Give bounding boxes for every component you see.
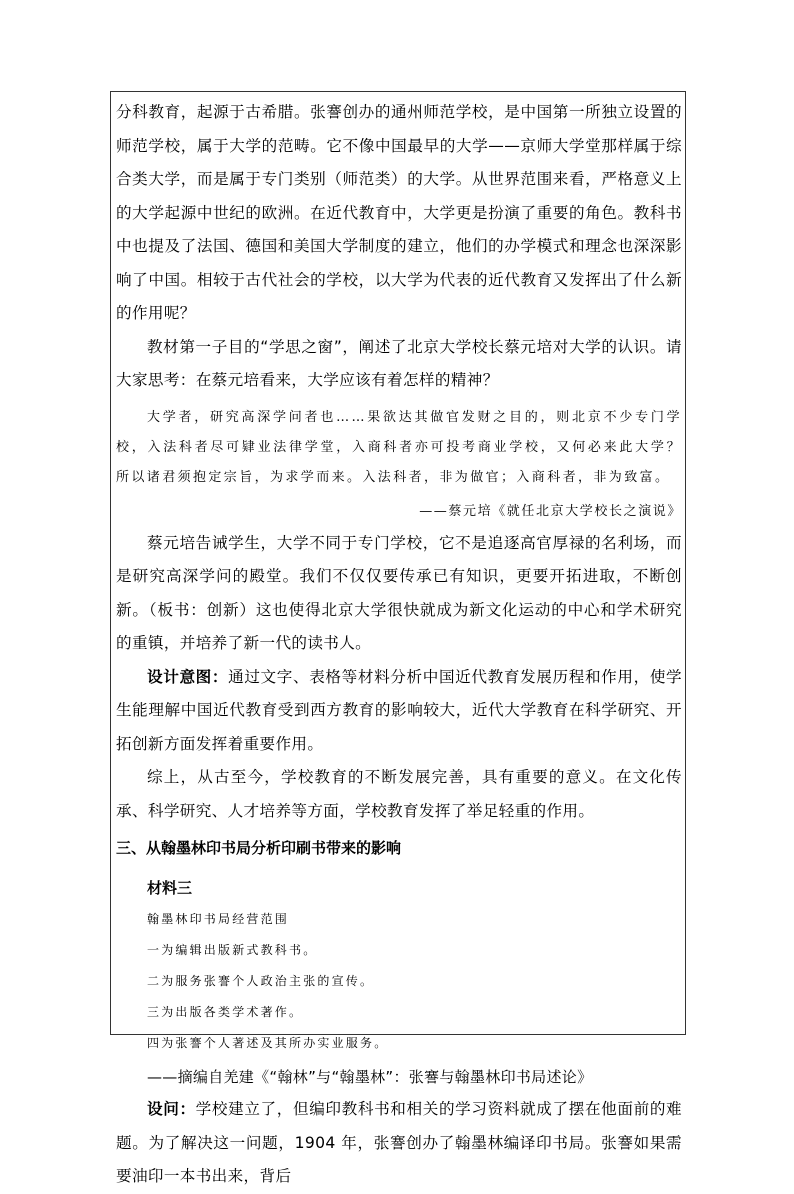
question-text: 学校建立了，但编印教科书和相关的学习资料就成了摆在他面前的难题。为了解决这一问题，1904 年，张謇创办了翰墨林编译印书局。张謇如果需要油印一本书出来，背后 — [116, 1100, 682, 1185]
quote-source: ——蔡元培《就任北京大学校长之演说》 — [419, 503, 682, 519]
material-line: 一为编辑出版新式教科书。 — [147, 943, 318, 957]
paragraph-question — [116, 1093, 682, 1194]
paragraph-summary: 综上，从古至今，学校教育的不断发展完善，具有重要的意义。在文化传承、科学研究、人才培养等方面，学校教育发挥了举足轻重的作用。 — [116, 768, 682, 820]
paragraph-design-intent — [116, 661, 682, 762]
design-intent-label: 设计意图： — [147, 667, 229, 686]
document-body — [116, 96, 682, 1194]
paragraph-cai-advice: 蔡元培告诫学生，大学不同于专门学校，它不是追逐高官厚禄的名利场，而是研究高深学问的殿堂。我们不仅仅要传承已有知识，更要开拓进取，不断创新。（板书：创新）这也使得北京大学很快就成为新文化运动的中心和学术研究的重镇，并培养了新一代的读书人。 — [116, 533, 682, 652]
material-line: 翰墨林印书局经营范围 — [147, 912, 290, 926]
cai-yuanpei-quote: 大学者，研究高深学问者也……果欲达其做官发财之目的，则北京不少专门学校，入法科者尽可肄业法律学堂，入商科者亦可投考商业学校，又何必来此大学？所以诸君须抱定宗旨，为求学而来。入法科者，非为做官；入商科者，非为致富。 — [116, 409, 682, 485]
design-intent-text: 通过文字、表格等材料分析中国近代教育发展历程和作用，使学生能理解中国近代教育受到西方教育的影响较大，近代大学教育在科学研究、开拓创新方面发挥着重要作用。 — [116, 667, 682, 753]
material-source: ——摘编自羌建《“翰林”与“翰墨林”：张謇与翰墨林印书局述论》 — [147, 1068, 593, 1086]
paragraph-higher-education: 分科教育，起源于古希腊。张謇创办的通州师范学校，是中国第一所独立设置的师范学校，属于大学的范畴。它不像中国最早的大学——京师大学堂那样属于综合类大学，而是属于专门类别（师范类）的大学。从世界范围来看，严格意义上的大学起源中世纪的欧洲。在近代教育中，大学更是扮演了重要的角色。教科书中也提及了法国、德国和美国大学制度的建立，他们的办学模式和理念也深深影响了中国。相较于古代社会的学校，以大学为代表的近代教育又发挥出了什么新的作用呢？ — [116, 103, 682, 322]
material-line: 三为出版各类学术著作。 — [147, 1005, 304, 1019]
paragraph-study-window: 教材第一子目的“学思之窗”，阐述了北京大学校长蔡元培对大学的认识。请大家思考：在蔡元培看来，大学应该有着怎样的精神？ — [116, 337, 682, 389]
section-heading: 三、从翰墨林印书局分析印刷书带来的影响 — [116, 839, 402, 857]
material-line: 二为服务张謇个人政治主张的宣传。 — [147, 974, 375, 988]
material-line: 四为张謇个人著述及其所办实业服务。 — [147, 1036, 389, 1050]
material-title: 材料三 — [147, 879, 193, 897]
question-label: 设问： — [147, 1100, 196, 1118]
